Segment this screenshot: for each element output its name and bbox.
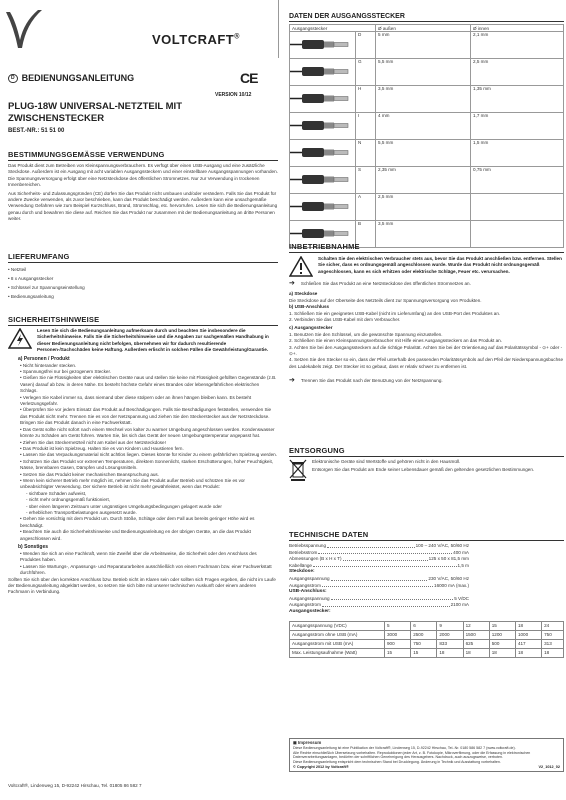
spec-dots	[318, 553, 452, 554]
table-row	[290, 648, 564, 657]
safety-warning: Lesen Sie sich die Bedienungsanleitung aufmerksam durch und beachten Sie insbesondere die Sicherheitshinweise. Falls Sie die Sicherheitshinweise und die Angaben zur sachgemäßen Handhabung in dieser Bedienungsanleitung nicht befolgen, übernehmen wir für dadurch resultierende Personen-/Sachschäden keine Haftung. Außerdem erlischt in solchen Fällen die Gewährleistung/Garantie.	[8, 328, 278, 354]
plug-icon	[290, 167, 355, 192]
plug-icon	[290, 140, 355, 165]
imprint-box	[289, 738, 564, 772]
table-cell: 12	[463, 621, 489, 630]
plug-outer-diameter: 5,5 mm	[376, 59, 471, 86]
table-cell: 417	[515, 639, 541, 648]
spec-label: Ausgangsspannung	[289, 595, 330, 601]
spec-label: Kabellänge	[289, 562, 312, 568]
step: 2. Verbinden Sie das USB-Kabel mit dem Verbraucher.	[289, 317, 401, 323]
spec-label: Abmessungen (B x H x T)	[289, 556, 342, 562]
subsection-title: c) Ausgangsstecker	[289, 325, 333, 331]
list-item: • Gehen Sie vorsichtig mit dem Produkt um. Durch Stöße, Schläge oder dem Fall aus bereits geringer Höhe wird es beschädigt.	[20, 516, 278, 529]
document-code: V2_1012_02	[538, 764, 560, 769]
subsection-title: a) Steckdose	[289, 291, 318, 297]
table-cell: 3000	[385, 630, 411, 639]
spec-dots	[331, 599, 454, 600]
paragraph: Diese Bedienungsanleitung ist eine Publikation der Voltcraft®, Lindenweg 15, D-92242 Hirschau, Tel.-Nr. 0180 586 582 7 (www.voltcraft.de).	[293, 745, 516, 750]
list-item: • Ziehen Sie das Steckernetzteil nicht am Kabel aus der Netzsteckdose!	[20, 440, 278, 446]
plug-inner-diameter: 1,35 mm	[471, 86, 564, 113]
note: ➔ Trennen Sie das Produkt nach der Benutzung von der Netzspannung.	[289, 377, 443, 385]
section-title: DATEN DER AUSGANGSSTECKER	[289, 13, 564, 22]
footer-address: Voltcraft®, Lindenweg 15, D-92242 Hirschau, Tel. 01805 86 582 7	[8, 783, 142, 788]
plug-id: H	[356, 86, 376, 113]
table-cell: 750	[411, 639, 437, 648]
plug-outer-diameter: 3,5 mm	[376, 221, 471, 248]
plug-image	[290, 59, 356, 86]
column-header: Ø innen	[471, 25, 564, 32]
plug-image	[290, 194, 356, 221]
plug-outer-diameter: 3,5 mm	[376, 86, 471, 113]
paragraph: Aus Sicherheits- und Zulassungsgründen (CE) dürfen Sie das Produkt nicht umbauen und/oder verändern. Falls Sie das Produkt für andere Zwecke verwenden, als zuvor beschrieben, kann das Produkt beschädigt werden. Außerdem kann eine unsachgemäße Verwendung Gefahren wie zum Beispiel Kurzschluss, Brand, Stromschlag, etc. hervorrufen. Lesen Sie sich die Bedienungsanleitung genau durch und bewahren Sie diese auf. Reichen Sie das Produkt nur zusammen mit der Bedienungsanleitung an dritte Personen weiter.	[8, 190, 278, 222]
warning-triangle-icon	[289, 256, 313, 277]
spec-dots	[313, 566, 457, 567]
list-item: • Lassen Sie das Verpackungsmaterial nicht achtlos liegen. Dieses könnte für Kinder zu einem gefährlichen Spielzeug werden.	[20, 452, 278, 458]
arrow-right-icon: ➔	[289, 377, 295, 385]
section-title: LIEFERUMFANG	[8, 252, 278, 263]
dash-item: - sichtbare Schäden aufweist,	[26, 490, 87, 496]
spec-row	[289, 563, 469, 570]
tech-section	[289, 530, 564, 658]
list-item: • Wenden Sie sich an eine Fachkraft, wenn Sie Zweifel über die Arbeitsweise, die Sicherheit oder den Anschluss des Produktes haben.	[20, 551, 278, 564]
output-table	[289, 621, 564, 658]
plug-icon	[290, 194, 355, 219]
brand-logo: VOLTCRAFT®	[152, 32, 240, 47]
list-item: • Netzteil	[8, 265, 278, 274]
list-item: • Setzen Sie das Produkt keiner mechanischen Beanspruchung aus.	[20, 472, 278, 478]
plug-inner-diameter: 2,1 mm	[471, 32, 564, 59]
dash-item: - über einen längeren Zeitraum unter ungünstigen Umgebungsbedingungen gelagert wurde oder	[26, 503, 222, 509]
spec-dots	[331, 580, 428, 581]
table-cell: 2000	[437, 630, 463, 639]
list-item: • Gießen Sie nie Flüssigkeiten über elektrischen Geräte naus und stellen Sie keine mit Flüssigkeit gefüllten Gegenstände (z.B. Vasen) darauf ab bzw. in deren Nähe. Es besteht höchste Gefahr eines Brandes oder lebensgefährlichen elektrischen Schlags.	[20, 375, 278, 394]
crossed-bin-icon	[289, 459, 307, 481]
table-row	[290, 32, 564, 59]
step: 3. Achten Sie bei den Ausgangssteckern auf die richtige Polarität. Achten Sie bei der Orientierung auf das Polaritätssymbol - ⊙+ oder - ⊙+.	[289, 344, 563, 357]
spec-dots	[343, 560, 428, 561]
spec-row	[289, 550, 469, 557]
table-cell: 6	[411, 621, 437, 630]
list-item: • Schlüssel zur Spannungseinstellung	[8, 283, 278, 292]
spec-value: 400 mA	[453, 549, 469, 555]
plug-id: S	[356, 167, 376, 194]
left-column	[2, 0, 279, 800]
plug-image	[290, 32, 356, 59]
plug-icon	[290, 113, 355, 138]
table-cell: 18	[489, 648, 515, 657]
list-item: • Beachten Sie auch die Sicherheitshinweise und Bedienungsanleitung en der übrigen Geräte, an die das Produkt angeschlossen wird.	[20, 529, 278, 542]
row-label: Max. Leistungsaufnahme (Watt)	[290, 648, 385, 657]
table-row	[290, 113, 564, 140]
spec-value: 100 – 240 V/AC, 50/60 Hz	[415, 543, 469, 548]
paragraph: Die Steckdose auf der Oberseite des Netzteils dient zur Spannungsversorgung von Produkten.	[289, 297, 482, 303]
plug-inner-diameter: 1,7 mm	[471, 113, 564, 140]
list-item: • Das Produkt ist kein Spielzeug. Halten Sie es von Kindern und Haustieren fern.	[20, 446, 278, 452]
plug-outer-diameter: 4 mm	[376, 113, 471, 140]
spec-group-title: USB-Anschluss:	[289, 589, 327, 595]
table-row	[290, 639, 564, 648]
table-cell: 15	[411, 648, 437, 657]
table-cell: 1500	[463, 630, 489, 639]
subsection-title: b) Sonstiges	[18, 544, 49, 550]
dash-item: - nicht mehr ordnungsgemäß funktioniert,	[26, 497, 111, 503]
spec-group-title: Steckdose:	[289, 569, 315, 575]
spec-value: 16000 mA (max.)	[434, 582, 469, 588]
plug-id: B	[356, 221, 376, 248]
subsection-title: a) Personen / Produkt	[18, 355, 70, 362]
paragraph: Entsorgen Sie das Produkt am Ende seiner Lebensdauer gemäß den geltenden gesetzlichen Bestimmungen.	[312, 467, 535, 473]
paragraph: Alle Rechte einschließlich Übersetzung vorbehalten. Reproduktionen jeder Art, z. B. Fotokopie, Mikroverfilmung, oder die Erfassung in elektronischen Datenverarbeitungsanlagen, bedürfen der schriftlichen Genehmigung des Herausgebers. Nachdruck, auch auszugsweise, verboten.	[293, 750, 531, 760]
step: 1. Benutzen Sie den Schlüssel, um die gewünschte Spannung einzustellen.	[289, 331, 443, 337]
table-row	[290, 86, 564, 113]
spec-value: 230 V/AC, 50/60 Hz	[428, 575, 469, 581]
imprint-title: Impressum	[297, 740, 322, 745]
operation-section	[289, 242, 564, 385]
arrow-right-icon: ➔	[289, 280, 295, 287]
right-column	[289, 0, 564, 800]
list-item: • Das Gerät sollte nicht sofort nach einem Wechsel von kalter zu warmer Umgebung angeschlossen werden. Kondenswasser könnte zu Schäden am Gerät führen. Warten Sie, bis sich das Gerät der neuen Umgebungstemperatur angepasst hat.	[20, 427, 278, 440]
table-row	[290, 140, 564, 167]
section-title: SICHERHEITSHINWEISE	[8, 315, 278, 326]
spec-row	[289, 576, 469, 583]
table-cell: 15	[489, 621, 515, 630]
section-title: ENTSORGUNG	[289, 446, 564, 457]
plug-id: N	[356, 140, 376, 167]
table-cell: 625	[463, 639, 489, 648]
copyright: © Copyright 2012 by Voltcraft®	[293, 764, 349, 769]
plug-icon	[290, 32, 355, 57]
spec-dots	[322, 606, 450, 607]
spec-label: Ausgangsspannung	[289, 575, 330, 581]
spec-value: 2100 mA	[450, 602, 469, 608]
table-cell: 5	[385, 621, 411, 630]
spec-row	[289, 556, 469, 563]
column-header: Ausgangsstecker	[290, 25, 376, 32]
plug-table	[289, 24, 564, 248]
dash-item: - erheblichen Transportbelastungen ausgesetzt wurde.	[26, 509, 137, 515]
ce-mark: CE	[240, 70, 258, 86]
plug-id: I	[356, 113, 376, 140]
spec-value: 125 x 50 x 81,5 mm	[428, 556, 469, 562]
note: ➔ Schließen Sie das Produkt an eine Netzsteckdose des öffentlichen Stromnetzes an.	[289, 280, 471, 287]
spec-row	[289, 596, 469, 603]
plug-image	[290, 113, 356, 140]
table-row	[290, 194, 564, 221]
table-row	[290, 59, 564, 86]
plug-outer-diameter: 2,5 mm	[376, 194, 471, 221]
plug-outer-diameter: 2,35 mm	[376, 167, 471, 194]
plug-id: A	[356, 194, 376, 221]
order-number: BEST.-NR.: 51 51 00	[8, 128, 65, 134]
step: 1. Schließen Sie ein geeignetes USB-Kabel (nicht im Lieferumfang) an den USB-Port des Produktes an.	[289, 310, 501, 316]
spec-group-title: Ausgangsstecker:	[289, 608, 331, 614]
plug-id: D	[356, 32, 376, 59]
plug-image	[290, 167, 356, 194]
table-cell: 313	[542, 639, 564, 648]
plug-inner-diameter: 1,5 mm	[471, 140, 564, 167]
paragraph: Sollten Sie sich über den korrekten Anschluss bzw. Betrieb nicht im Klaren sein oder sollten sich Fragen ergeben, die nicht im Laufe der Bedienungsanleitung abgeklärt werden, so setzen Sie sich bitte mit unserer technischen Auskunft oder einem anderen Fachmann in Verbindung.	[8, 576, 276, 595]
step: 2. Schließen Sie einen Kleinspannungsverbraucher mit Hilfe eines Ausgangssteckers an das Produkt an.	[289, 338, 502, 344]
version-label: VERSION 10/12	[215, 92, 252, 98]
spec-row	[289, 543, 469, 550]
plug-outer-diameter: 5,5 mm	[376, 140, 471, 167]
table-cell: 900	[385, 639, 411, 648]
table-cell: 18	[542, 648, 564, 657]
spec-row	[289, 602, 469, 609]
spec-label: Betriebsstrom	[289, 549, 318, 555]
list-item: • Verlegen Sie Kabel immer so, dass niemand über diese stolpern oder an ihnen hängen bleiben kann. Es besteht Verletzungsgefahr.	[20, 395, 278, 408]
voltcraft-swoosh-icon	[4, 8, 44, 50]
imprint-icon: ◼	[293, 740, 298, 745]
paragraph: Diese Bedienungsanleitung entspricht dem technischen Stand bei Drucklegung. Änderung in Technik und Ausstattung vorbehalten.	[293, 760, 501, 765]
list-item: • Schützen Sie das Produkt vor extremen Temperaturen, direktem Sonnenlicht, starken Erschütterungen, hoher Feuchtigkeit, Nässe, brennbaren Gasen, Dämpfen und Lösungsmitteln.	[20, 459, 278, 472]
subsection-title: b) USB-Anschluss	[289, 304, 330, 310]
paragraph: Elektronische Geräte sind Wertstoffe und gehören nicht in den Hausmüll.	[312, 459, 461, 464]
table-cell: 18	[437, 648, 463, 657]
row-label: Ausgangsstrom mit USB (mA)	[290, 639, 385, 648]
table-cell: 500	[489, 639, 515, 648]
section-title: TECHNISCHE DATEN	[289, 530, 564, 541]
plug-icon	[290, 86, 355, 111]
list-item: • Wenn kein sicherer Betrieb mehr möglich ist, nehmen Sie das Produkt außer Betrieb und schützen Sie es vor unbeabsichtigter Verwendung. Der sichere Betrieb ist nicht mehr gewährleistet, wenn das Produkt:	[20, 478, 278, 491]
row-label: Ausgangsspannung (VDC)	[290, 621, 385, 630]
paragraph: Das Produkt dient zum Betreiben von Kleinspannungsverbrauchern. Es verfügt über einen USB-Ausgang und eine zusätzliche Steckdose. Außerdem ist ein Ausgang mit acht variablen Ausgangssteckern und einer einstellbare Ausgangsspannungen vorhanden. Die Spannungsversorgung erfolgt über eine Netzsteckdose des öffentlichen Stromnetzes. Nur zur Verwendung in trockenen Innenbereichen.	[8, 163, 278, 188]
plug-image	[290, 86, 356, 113]
warning-triangle-icon	[8, 328, 32, 349]
table-cell: 18	[515, 648, 541, 657]
spec-label: Ausgangsstrom	[289, 602, 321, 608]
spec-dots	[327, 547, 415, 548]
plug-icon	[290, 59, 355, 84]
table-cell: 1200	[489, 630, 515, 639]
table-cell: 833	[437, 639, 463, 648]
list-item: • Nicht hinterander stecken.	[20, 363, 278, 369]
row-label: Ausgangsstrom ohne USB (mA)	[290, 630, 385, 639]
section-title: INBETRIEBNAHME	[289, 242, 564, 253]
spec-dots	[322, 586, 433, 587]
disposal-section	[289, 446, 564, 481]
scope-section	[8, 252, 278, 301]
list-item: • 8 x Ausgangsstecker	[8, 274, 278, 283]
step: 4. Setzen Sie den Stecker so ein, dass der Pfeil unterhalb des passenden Polaritätssymbols auf den Pfeil der Niederspannungsbuchse des Ladekabels zeigt. Der Stecker ist so gebaut, dass er relativ schwer zu entfernen ist.	[289, 357, 564, 369]
table-cell: 24	[542, 621, 564, 630]
plug-image	[290, 140, 356, 167]
column-header: Ø außen	[376, 25, 471, 32]
table-cell: 15	[385, 648, 411, 657]
plug-inner-diameter	[471, 194, 564, 221]
table-cell: 1000	[515, 630, 541, 639]
spec-label: Ausgangsstrom	[289, 582, 321, 588]
table-row	[290, 167, 564, 194]
language-badge: D	[8, 74, 18, 83]
list-item: • Lassen Sie Wartungs-, Anpassungs- und Reparaturarbeiten ausschließlich von einem Fachmann bzw. einer Fachwerkstatt durchführen.	[20, 564, 278, 577]
table-cell: 9	[437, 621, 463, 630]
list-item: • Bedienungsanleitung	[8, 292, 278, 301]
intended-use-section	[8, 150, 278, 223]
spec-value: 5 V/DC	[454, 595, 469, 601]
list-item: • Überprüfen Sie vor jedem Einsatz das Produkt auf Beschädigungen. Falls Sie Beschädigungen feststellen, verwenden Sie das Produkt nicht mehr. Trennen Sie es von der Netzspannung und ziehen Sie den Steckerstecker aus der Netzsteckdose. Bringen Sie das Produkt danach in eine Fachwerkstatt.	[20, 407, 278, 426]
product-title: PLUG-18W UNIVERSAL-NETZTEIL MIT ZWISCHENSTECKER	[8, 101, 182, 124]
plug-outer-diameter: 5 mm	[376, 32, 471, 59]
spec-value: 1,5 m	[457, 562, 469, 568]
table-cell: 2500	[411, 630, 437, 639]
safety-section	[8, 315, 278, 596]
table-row	[290, 621, 564, 630]
spec-label: Betriebsspannung	[289, 543, 327, 548]
section-title: BESTIMMUNGSGEMÄSSE VERWENDUNG	[8, 150, 278, 161]
list-item: • Spannungsfrei nur bei gezogenem Stecker.	[20, 369, 278, 375]
table-cell: 18	[515, 621, 541, 630]
operation-warning: Schalten Sie den elektrischen Verbraucher stets aus, bevor Sie das Produkt anschließen bzw. entfernen. Stellen Sie sicher, dass es ordnungsgemäß angeschlossen wurde. Wurde das Produkt nicht ordnungsgemäß angeschlossen, kann es sich erhitzen oder elektrische Schläge, Feuer etc. verursachen.	[289, 256, 564, 277]
plug-id: G	[356, 59, 376, 86]
manual-heading: D BEDIENUNGSANLEITUNG	[8, 73, 134, 83]
table-cell: 18	[463, 648, 489, 657]
plug-inner-diameter: 2,5 mm	[471, 59, 564, 86]
table-cell: 750	[542, 630, 564, 639]
logo-bar	[2, 0, 279, 58]
plug-inner-diameter: 0,75 mm	[471, 167, 564, 194]
table-row	[290, 630, 564, 639]
